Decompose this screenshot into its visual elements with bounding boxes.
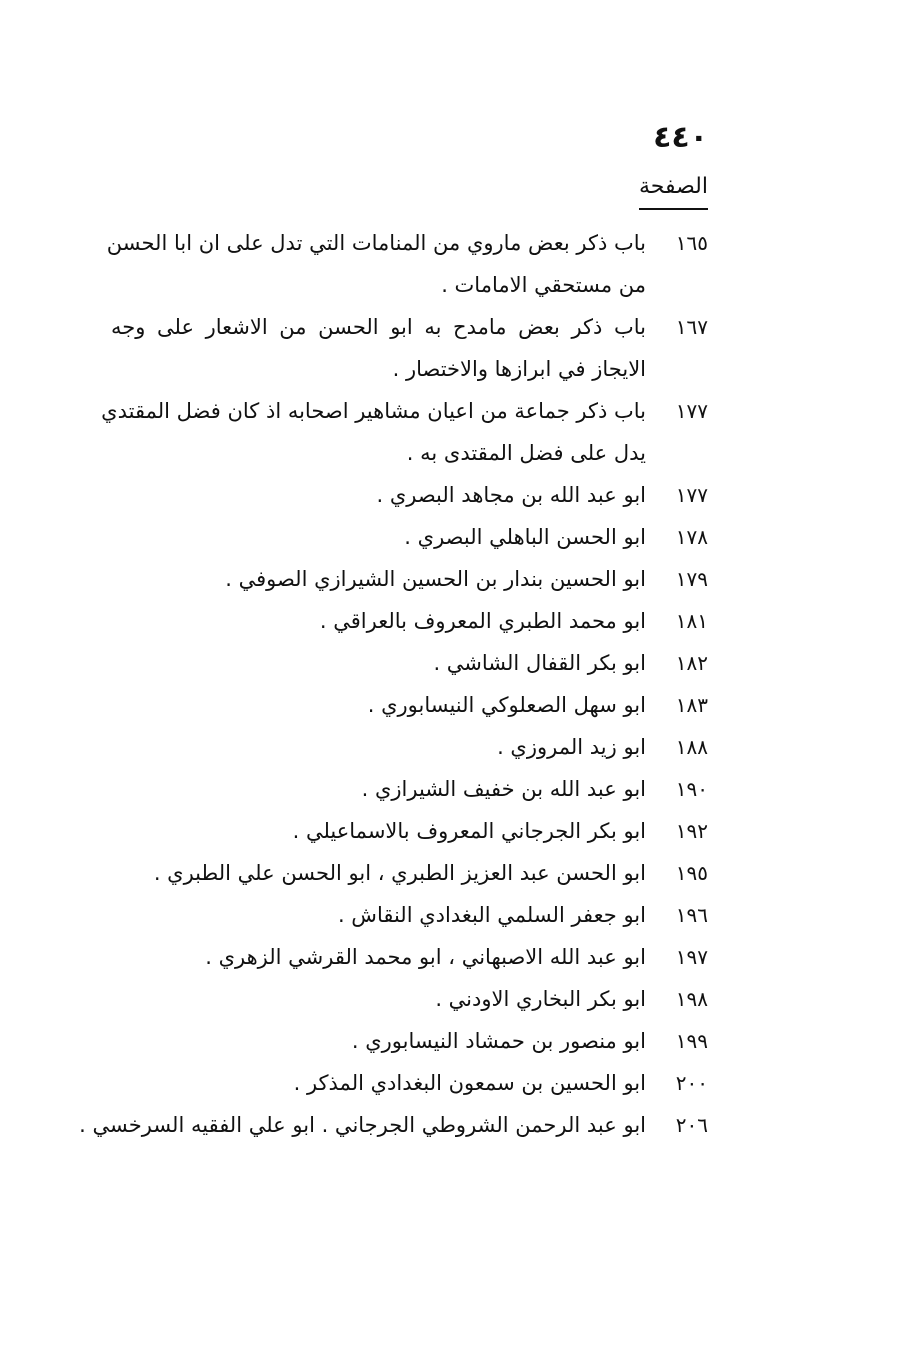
toc-title-line: ابو جعفر السلمي البغدادي النقاش . bbox=[337, 903, 646, 927]
toc-entry bbox=[108, 726, 708, 768]
toc-title bbox=[108, 684, 650, 726]
toc-entry bbox=[79, 1104, 708, 1146]
toc-title-line: ابو الحسن الباهلي البصري . bbox=[404, 525, 646, 549]
toc-title bbox=[108, 936, 650, 978]
toc-title-line: ابو الحسين بندار بن الحسين الشيرازي الصوفي . bbox=[225, 567, 646, 591]
toc-page-number: ١٩٢ bbox=[675, 819, 708, 843]
toc-page-number: ٢٠٠ bbox=[675, 1071, 708, 1095]
page-number: ٤٤٠ bbox=[653, 120, 708, 155]
toc-title bbox=[101, 390, 650, 474]
toc-title-line: ابو الحسن عبد العزيز الطبري ، ابو الحسن علي الطبري . bbox=[153, 861, 646, 885]
toc-title-line: ابو عبد الله الاصبهاني ، ابو محمد القرشي الزهري . bbox=[205, 945, 646, 969]
toc-page-number: ١٨٢ bbox=[675, 651, 708, 675]
toc-title bbox=[108, 306, 650, 390]
toc-entry bbox=[108, 978, 708, 1020]
toc-title-line: ابو الحسين بن سمعون البغدادي المذكر . bbox=[293, 1071, 646, 1095]
toc-page-number: ١٨١ bbox=[675, 609, 708, 633]
toc-title bbox=[108, 768, 650, 810]
toc-title bbox=[108, 978, 650, 1020]
toc-entry bbox=[108, 810, 708, 852]
toc-title bbox=[108, 516, 650, 558]
toc-title bbox=[108, 222, 650, 306]
toc-entry bbox=[108, 894, 708, 936]
toc-entry bbox=[108, 1020, 708, 1062]
toc-page-number: ١٩٥ bbox=[675, 861, 708, 885]
toc-entry bbox=[108, 936, 708, 978]
toc-title bbox=[108, 642, 650, 684]
toc-title bbox=[108, 894, 650, 936]
toc-page-number: ١٦٧ bbox=[675, 315, 708, 339]
toc-title bbox=[108, 1020, 650, 1062]
toc-entry bbox=[108, 222, 708, 306]
toc-title bbox=[108, 600, 650, 642]
toc-page-number: ١٧٧ bbox=[675, 399, 708, 423]
toc-entry bbox=[108, 1062, 708, 1104]
toc-page-number: ١٧٨ bbox=[675, 525, 708, 549]
toc-entry bbox=[108, 474, 708, 516]
toc-page-number: ١٩٦ bbox=[675, 903, 708, 927]
toc-page-number: ١٨٣ bbox=[675, 693, 708, 717]
toc-title-line: ابو عبد الرحمن الشروطي الجرجاني . ابو علي الفقيه السرخسي . bbox=[79, 1113, 646, 1137]
column-header-page: الصفحة bbox=[639, 170, 708, 210]
toc-page-number: ١٧٩ bbox=[675, 567, 708, 591]
toc-page-number: ١٧٧ bbox=[675, 483, 708, 507]
toc-title-line: ابو محمد الطبري المعروف بالعراقي . bbox=[319, 609, 646, 633]
toc-page-number: ١٩٠ bbox=[675, 777, 708, 801]
toc-title-line: ابو عبد الله بن خفيف الشيرازي . bbox=[361, 777, 646, 801]
toc-entry bbox=[101, 390, 708, 474]
toc-entry bbox=[108, 306, 708, 390]
toc-title-line: ابو بكر القفال الشاشي . bbox=[433, 651, 646, 675]
toc-entry bbox=[108, 684, 708, 726]
toc-title bbox=[79, 1104, 650, 1146]
toc-title-line: ابو عبد الله بن مجاهد البصري . bbox=[376, 483, 646, 507]
toc-title bbox=[108, 810, 650, 852]
toc-page-number: ٢٠٦ bbox=[675, 1113, 708, 1137]
toc-title bbox=[108, 558, 650, 600]
toc-title bbox=[108, 852, 650, 894]
toc-title-line: ابو منصور بن حمشاد النيسابوري . bbox=[351, 1029, 646, 1053]
toc-entry bbox=[108, 642, 708, 684]
toc-title-line: ابو بكر الجرجاني المعروف بالاسماعيلي . bbox=[292, 819, 646, 843]
toc-title-line: باب ذكر بعض مامدح به ابو الحسن من الاشعار على وجه bbox=[111, 315, 646, 339]
toc-entry bbox=[108, 600, 708, 642]
toc-entry bbox=[108, 558, 708, 600]
table-of-contents bbox=[79, 222, 708, 1146]
toc-entry bbox=[108, 516, 708, 558]
toc-title-line: باب ذكر بعض ماروي من المنامات التي تدل على ان ابا الحسن bbox=[106, 231, 646, 255]
toc-title bbox=[108, 726, 650, 768]
toc-page-number: ١٩٧ bbox=[675, 945, 708, 969]
toc-title-line: باب ذكر جماعة من اعيان مشاهير اصحابه اذ كان فضل المقتدي bbox=[101, 399, 646, 423]
toc-title bbox=[108, 1062, 650, 1104]
toc-title-line: من مستحقي الامامات . bbox=[441, 273, 646, 297]
toc-title-line: ابو سهل الصعلوكي النيسابوري . bbox=[367, 693, 646, 717]
toc-page-number: ١٩٨ bbox=[675, 987, 708, 1011]
toc-title bbox=[108, 474, 650, 516]
toc-entry bbox=[108, 768, 708, 810]
toc-title-line: ابو بكر البخاري الاودني . bbox=[435, 987, 646, 1011]
toc-page-number: ١٩٩ bbox=[675, 1029, 708, 1053]
toc-title-line: ابو زيد المروزي . bbox=[497, 735, 646, 759]
toc-title-line: يدل على فضل المقتدى به . bbox=[406, 441, 646, 465]
toc-page-number: ١٨٨ bbox=[675, 735, 708, 759]
toc-page-number: ١٦٥ bbox=[675, 231, 708, 255]
toc-entry bbox=[108, 852, 708, 894]
toc-title-line: الايجاز في ابرازها والاختصار . bbox=[392, 357, 646, 381]
